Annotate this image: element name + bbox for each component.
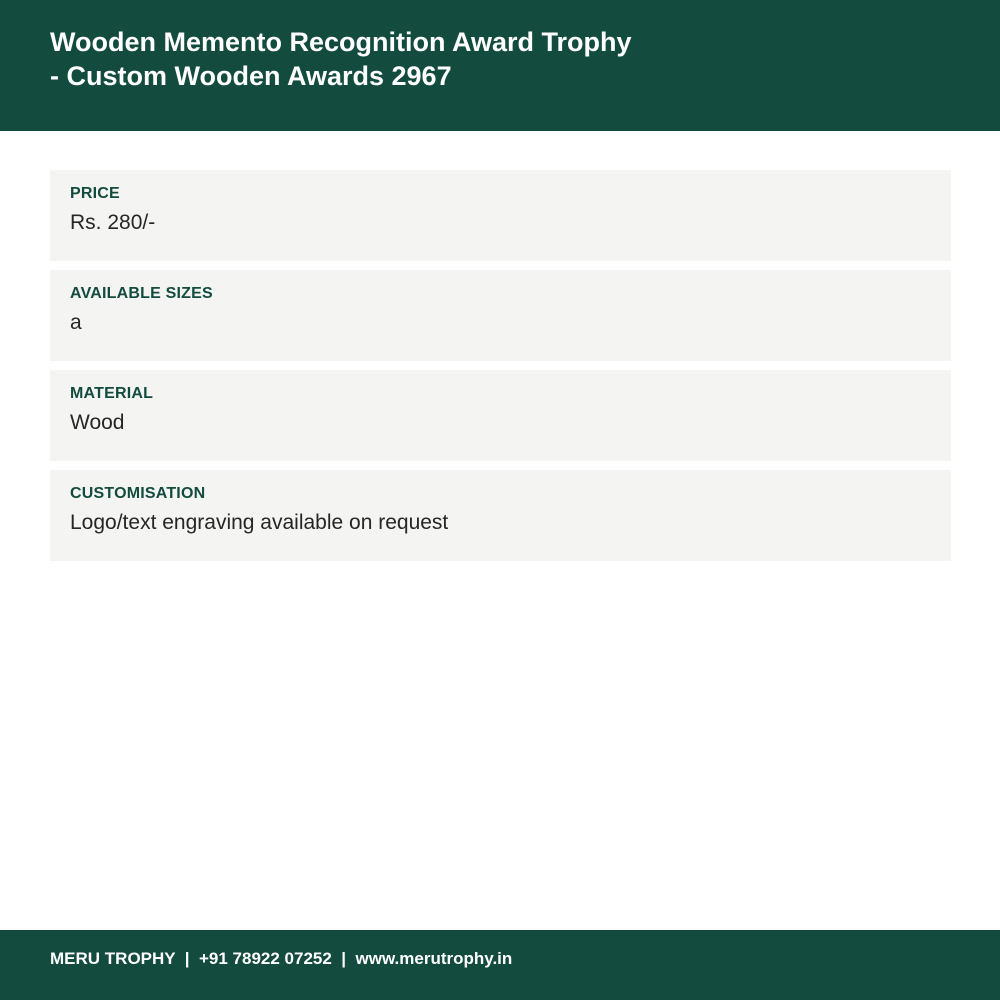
page-header bbox=[0, 0, 1000, 131]
footer-phone: +91 78922 07252 bbox=[198, 949, 332, 968]
product-title-line-2: - Custom Wooden Awards 2967 bbox=[50, 61, 452, 91]
customisation-label: CUSTOMISATION bbox=[70, 485, 206, 502]
footer-brand: MERU TROPHY bbox=[50, 949, 176, 968]
product-title bbox=[50, 25, 950, 93]
available-sizes-value: a bbox=[70, 311, 82, 334]
available-sizes-card bbox=[50, 270, 951, 361]
material-card bbox=[50, 370, 951, 461]
material-value: Wood bbox=[70, 411, 125, 434]
footer-contact-line bbox=[50, 949, 512, 969]
available-sizes-label: AVAILABLE SIZES bbox=[70, 285, 213, 302]
price-card bbox=[50, 170, 951, 261]
customisation-card bbox=[50, 470, 951, 561]
page-footer bbox=[0, 930, 1000, 1000]
price-value: Rs. 280/- bbox=[70, 211, 156, 234]
footer-separator: | bbox=[341, 949, 347, 968]
footer-website: www.merutrophy.in bbox=[355, 949, 513, 968]
product-title-line-1: Wooden Memento Recognition Award Trophy bbox=[50, 27, 632, 57]
footer-separator: | bbox=[184, 949, 190, 968]
material-label: MATERIAL bbox=[70, 385, 154, 402]
price-label: PRICE bbox=[70, 185, 120, 202]
product-details bbox=[50, 170, 951, 570]
customisation-value: Logo/text engraving available on request bbox=[70, 511, 449, 534]
